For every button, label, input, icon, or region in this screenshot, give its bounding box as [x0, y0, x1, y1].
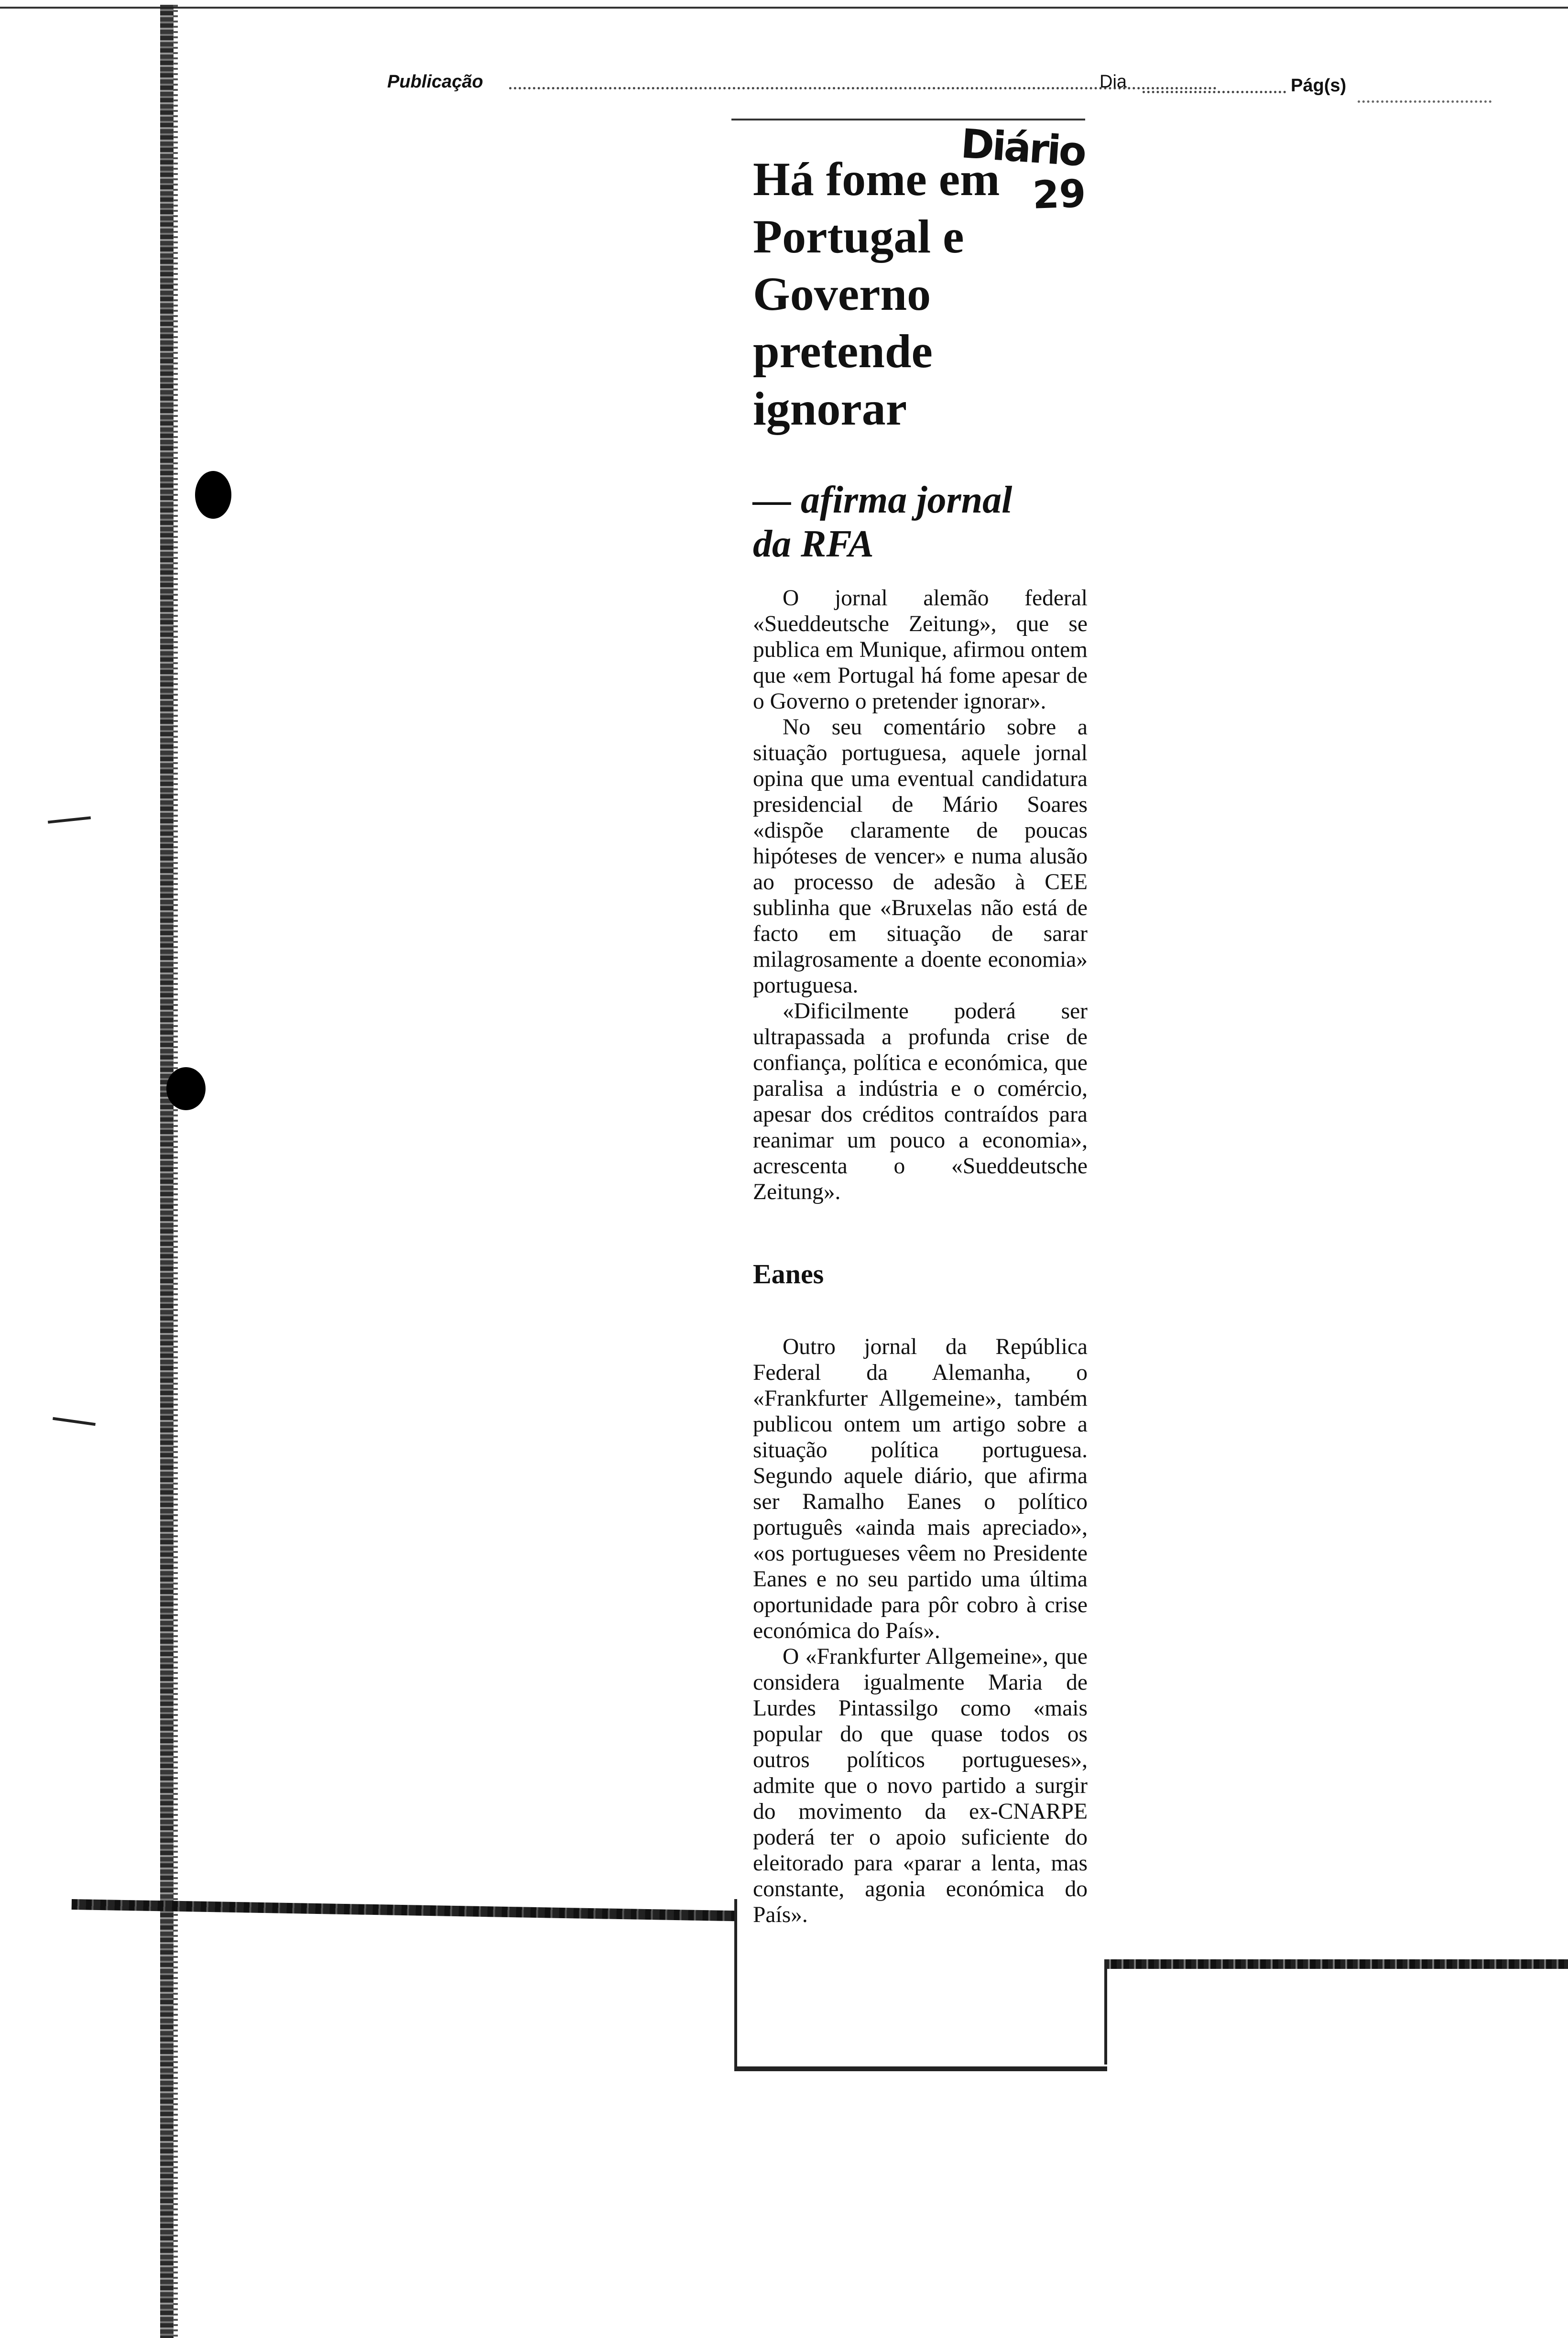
paragraph: «Dificilmente poderá ser ultrapassada a profunda crise de confiança, política e económica, que paralisa a indústria e o comércio, apesar dos créditos contraídos para reanimar um pouco a economia», acrescenta o «Sueddeutsche Zeitung».: [753, 999, 1088, 1204]
paragraph: O jornal alemão federal «Sueddeutsche Zeitung», que se publica em Munique, afirmou ontem que «em Portugal há fome apesar de o Governo o pretender ignorar».: [753, 586, 1088, 714]
clipping-fold-edge: [1104, 1959, 1568, 1969]
punch-hole-top: [195, 471, 231, 519]
handwritten-day: 29: [1032, 171, 1087, 218]
article-body: [753, 585, 1088, 1205]
clipping-border: [734, 1899, 737, 2066]
day-label: Dia: [1100, 72, 1127, 92]
paragraph: Outro jornal da República Federal da Alemanha, o «Frankfurter Allgemeine», também publicou ontem um artigo sobre a situação política portuguesa. Segundo aquele diário, que afirma ser Ramalho Eanes o político português «ainda mais apreciado», «os portugueses vêem no Presidente Eanes e no seu partido uma última oportunidade para pôr cobro à crise económica do País».: [753, 1334, 1088, 1643]
publication-label: Publicação: [387, 72, 483, 92]
dotted-fill-line: [1358, 100, 1492, 103]
margin-mark: [48, 816, 91, 823]
handwritten-source: Diário: [959, 120, 1087, 175]
paragraph: O «Frankfurter Allgemeine», que considera igualmente Maria de Lurdes Pintassilgo como «mais popular do que quase todos os outros políticos portugueses», admite que o novo partido a surgir do movimento da ex-CNARPE poderá ter o apoio suficiente do eleitorado para «parar a lenta, mas constante, agonia económica do País».: [753, 1644, 1088, 1927]
article-body-section: [753, 1334, 1088, 1928]
scan-left-edge-shadow: [173, 5, 178, 2338]
margin-mark: [53, 1417, 96, 1426]
article-headline: Há fome em Portugal e Governo pretende ignorar: [753, 153, 1000, 435]
scan-left-edge: [160, 5, 174, 2338]
clipping-header: [387, 72, 1487, 105]
paragraph: No seu comentário sobre a situação portuguesa, aquele jornal opina que uma eventual candidatura presidencial de Mário Soares «dispõe claramente de poucas hipóteses de vencer» e numa alusão ao processo de adesão à CEE sublinha que «Bruxelas não está de facto em situação de sarar milagrosamente a doente economia» portuguesa.: [753, 715, 1088, 998]
punch-hole-bottom: [166, 1067, 206, 1110]
clipping-border: [1104, 1959, 1107, 2065]
news-article: [753, 120, 1088, 1928]
pages-label: Pág(s): [1291, 76, 1347, 96]
scan-top-edge: [0, 7, 1568, 9]
article-subheadline: — afirma jornal da RFA: [753, 479, 1013, 565]
dotted-fill-line: [1143, 91, 1286, 93]
section-heading: Eanes: [753, 1258, 824, 1289]
clipping-bottom-rule: [734, 2066, 1107, 2071]
